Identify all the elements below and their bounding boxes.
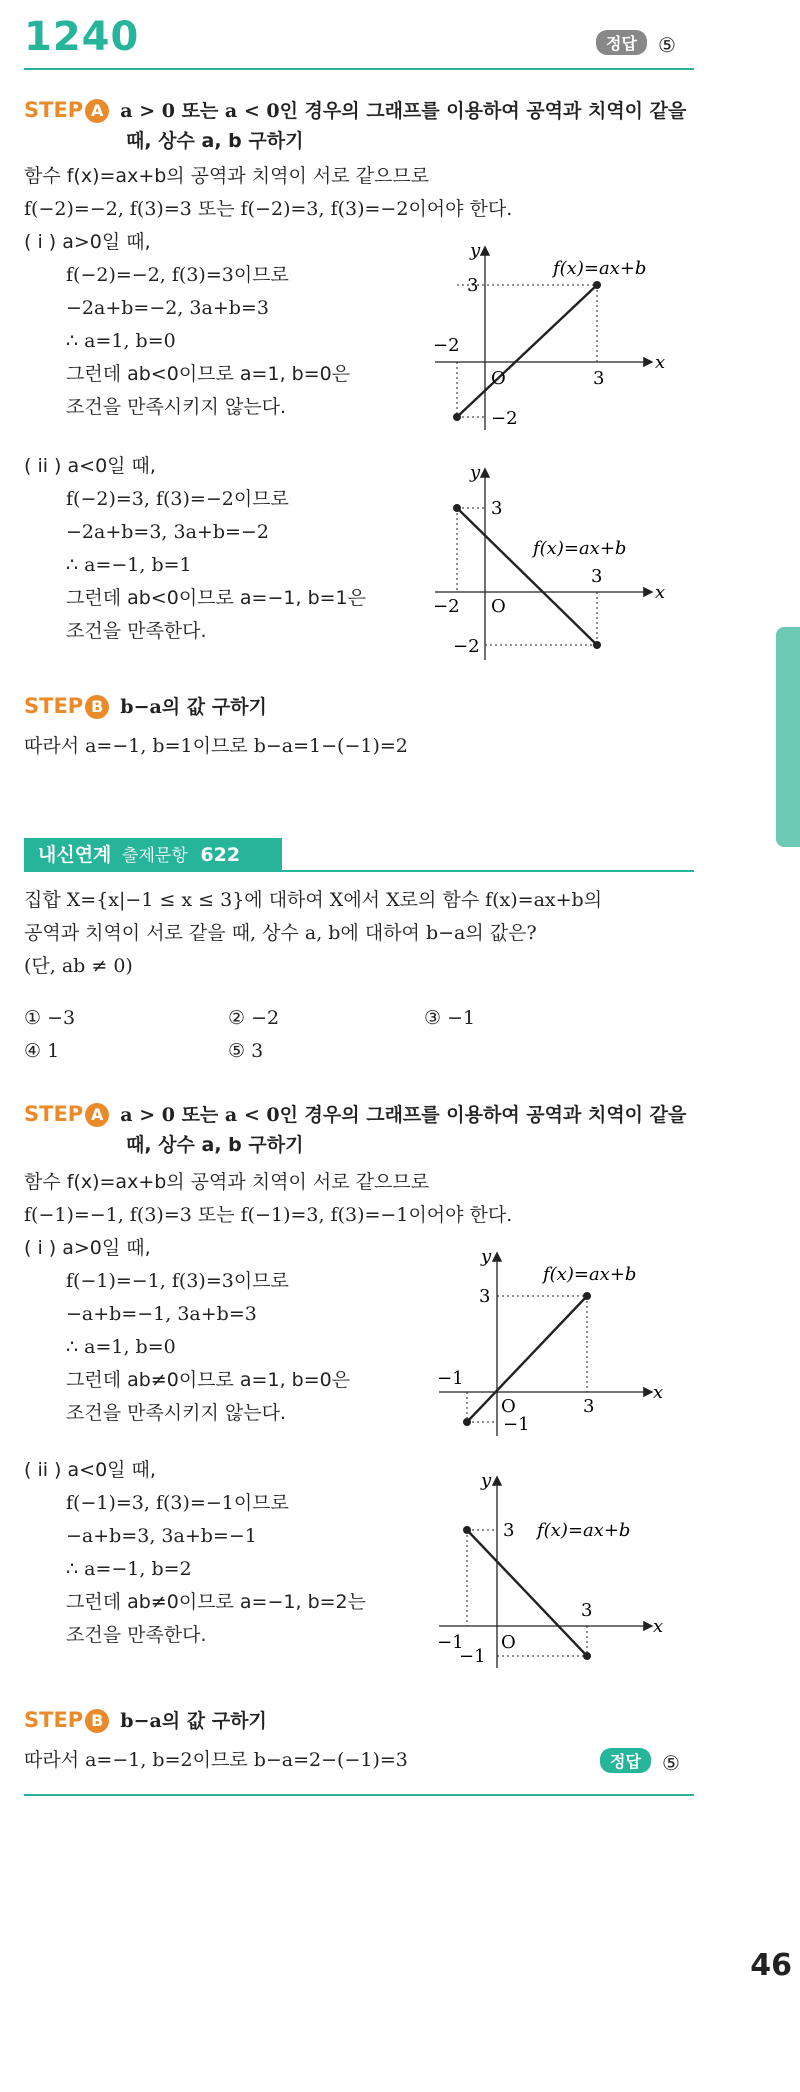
case-heading: ( ii ) a<0일 때,: [24, 1459, 156, 1481]
problem-number: 1240: [24, 14, 140, 60]
final-answer: [600, 1748, 680, 1775]
x-axis-label: x: [655, 582, 666, 603]
case-line: ∴ a=1, b=0: [66, 1336, 176, 1358]
header-divider: [24, 68, 694, 70]
case-1-block: [24, 226, 350, 424]
case-line: −a+b=3, 3a+b=−1: [66, 1525, 257, 1547]
tick-label: −2: [491, 408, 518, 429]
graph-4: [425, 1462, 685, 1672]
step-b-badge: B: [85, 1709, 109, 1733]
intro-line: 함수 f(x)=ax+b의 공역과 치역이 서로 같으므로: [24, 165, 430, 187]
case-line: 조건을 만족한다.: [66, 620, 207, 642]
graph-line: [457, 285, 597, 417]
y-axis-label: y: [470, 462, 481, 483]
tick-label: −2: [433, 596, 460, 617]
question-line: 집합 X={x|−1 ≤ x ≤ 3}에 대하여 X에서 X로의 함수 f(x)=ax+b의: [24, 889, 603, 911]
tick-label: −2: [453, 636, 480, 657]
case-2-block: [24, 450, 366, 648]
step-a-title: a > 0 또는 a < 0인 경우의 그래프를 이용하여 공역과 치역이 같을: [120, 100, 687, 122]
choice-1: ① −3: [24, 1007, 76, 1029]
graph-line: [467, 1296, 587, 1422]
tick-label: −1: [503, 1414, 530, 1435]
page-number: 46: [750, 1948, 792, 1983]
origin-label: O: [501, 1396, 516, 1417]
tick-label: 3: [583, 1396, 595, 1417]
bottom-divider: [24, 1794, 694, 1796]
tick-label: 3: [467, 275, 479, 296]
case-line: 조건을 만족시키지 않는다.: [66, 396, 287, 418]
tick-label: −1: [437, 1368, 464, 1389]
x-axis-label: x: [655, 352, 666, 373]
graph-line: [457, 508, 597, 645]
case-line: −2a+b=−2, 3a+b=3: [66, 297, 269, 319]
step-label: STEP: [24, 98, 84, 122]
tick-label: −1: [459, 1646, 486, 1667]
choice-2: ② −2: [228, 1007, 280, 1029]
case-line: 조건을 만족시키지 않는다.: [66, 1402, 287, 1424]
step-a-title-cont: 때, 상수 a, b 구하기: [126, 1134, 304, 1156]
intro-line: f(−1)=−1, f(3)=3 또는 f(−1)=3, f(3)=−1이어야 한다.: [24, 1204, 513, 1226]
conclusion-line: 따라서 a=−1, b=2이므로 b−a=2−(−1)=3: [24, 1749, 408, 1771]
function-label: f(x)=ax+b: [537, 1520, 631, 1541]
origin-label: O: [501, 1632, 516, 1653]
question-line: 공역과 치역이 서로 같을 때, 상수 a, b에 대하여 b−a의 값은?: [24, 922, 537, 944]
choice-3: ③ −1: [424, 1007, 476, 1029]
origin-label: O: [491, 368, 506, 389]
tick-label: 3: [581, 1600, 593, 1621]
answer-value: ⑤: [658, 32, 676, 57]
step-label: STEP: [24, 1708, 84, 1732]
question-line: (단, ab ≠ 0): [24, 955, 133, 977]
tick-label: 3: [479, 1286, 491, 1307]
case-2-block: [24, 1454, 366, 1652]
step-b-title: b−a의 값 구하기: [120, 1710, 267, 1732]
step-a-title-cont: 때, 상수 a, b 구하기: [126, 130, 304, 152]
case-line: f(−1)=3, f(3)=−1이므로: [66, 1492, 289, 1514]
y-axis-label: y: [470, 240, 481, 261]
case-heading: ( ii ) a<0일 때,: [24, 455, 156, 477]
y-axis-label: y: [481, 1246, 492, 1267]
case-line: 그런데 ab≠0이므로 a=1, b=0은: [66, 1369, 351, 1391]
function-label: f(x)=ax+b: [543, 1264, 637, 1285]
case-line: −2a+b=3, 3a+b=−2: [66, 521, 269, 543]
case-line: 그런데 ab≠0이므로 a=−1, b=2는: [66, 1591, 366, 1613]
y-axis-label: y: [481, 1470, 492, 1491]
answer-badge: 정답: [596, 30, 647, 55]
tag-label: 출제문항: [122, 846, 188, 866]
intro-line: f(−2)=−2, f(3)=3 또는 f(−2)=3, f(3)=−2이어야 한다.: [24, 198, 513, 220]
answer-header: [596, 30, 676, 57]
case-line: −a+b=−1, 3a+b=3: [66, 1303, 257, 1325]
intro-line: 함수 f(x)=ax+b의 공역과 치역이 서로 같으므로: [24, 1171, 430, 1193]
step-label: STEP: [24, 694, 84, 718]
choice-5: ⑤ 3: [228, 1040, 264, 1062]
answer-value: ⑤: [662, 1750, 680, 1775]
graph-line: [467, 1530, 587, 1656]
step-a-title: a > 0 또는 a < 0인 경우의 그래프를 이용하여 공역과 치역이 같을: [120, 1104, 687, 1126]
case-line: f(−2)=−2, f(3)=3이므로: [66, 264, 289, 286]
case-line: 조건을 만족한다.: [66, 1624, 207, 1646]
answer-badge: 정답: [600, 1748, 651, 1773]
graph-1: [415, 234, 685, 434]
case-line: f(−1)=−1, f(3)=3이므로: [66, 1270, 289, 1292]
x-axis-label: x: [653, 1616, 664, 1637]
graph-3: [425, 1240, 685, 1440]
step-a-heading: [24, 1100, 686, 1127]
case-heading: ( i ) a>0일 때,: [24, 1237, 151, 1259]
case-line: 그런데 ab<0이므로 a=1, b=0은: [66, 363, 351, 385]
x-axis-label: x: [653, 1382, 664, 1403]
related-divider: [24, 870, 694, 872]
tick-label: 3: [503, 1520, 515, 1541]
related-tag: [24, 838, 282, 872]
case-line: ∴ a=−1, b=1: [66, 554, 192, 576]
choice-4: ④ 1: [24, 1040, 60, 1062]
step-a-badge: A: [85, 1103, 109, 1127]
tick-label: 3: [491, 498, 503, 519]
case-1-block: [24, 1232, 350, 1430]
conclusion-line: 따라서 a=−1, b=1이므로 b−a=1−(−1)=2: [24, 735, 408, 757]
step-b-heading: [24, 1706, 267, 1733]
case-line: f(−2)=3, f(3)=−2이므로: [66, 488, 289, 510]
step-a-badge: A: [85, 99, 109, 123]
case-heading: ( i ) a>0일 때,: [24, 231, 151, 253]
case-line: ∴ a=1, b=0: [66, 330, 176, 352]
step-label: STEP: [24, 1102, 84, 1126]
tag-number: 622: [200, 844, 241, 866]
origin-label: O: [491, 596, 506, 617]
related-question: [24, 884, 602, 983]
step-a-heading: [24, 96, 686, 123]
tag-prefix: 내신연계: [38, 844, 112, 866]
case-line: ∴ a=−1, b=2: [66, 1558, 192, 1580]
tick-label: 3: [593, 368, 605, 389]
chapter-side-tab: [776, 627, 800, 847]
tick-label: −1: [437, 1632, 464, 1653]
step-b-badge: B: [85, 695, 109, 719]
step-b-title: b−a의 값 구하기: [120, 696, 267, 718]
function-label: f(x)=ax+b: [553, 258, 647, 279]
tick-label: 3: [591, 566, 603, 587]
tick-label: −2: [433, 335, 460, 356]
step-b-heading: [24, 692, 267, 719]
case-line: 그런데 ab<0이므로 a=−1, b=1은: [66, 587, 366, 609]
graph-2: [415, 454, 685, 664]
function-label: f(x)=ax+b: [533, 538, 627, 559]
